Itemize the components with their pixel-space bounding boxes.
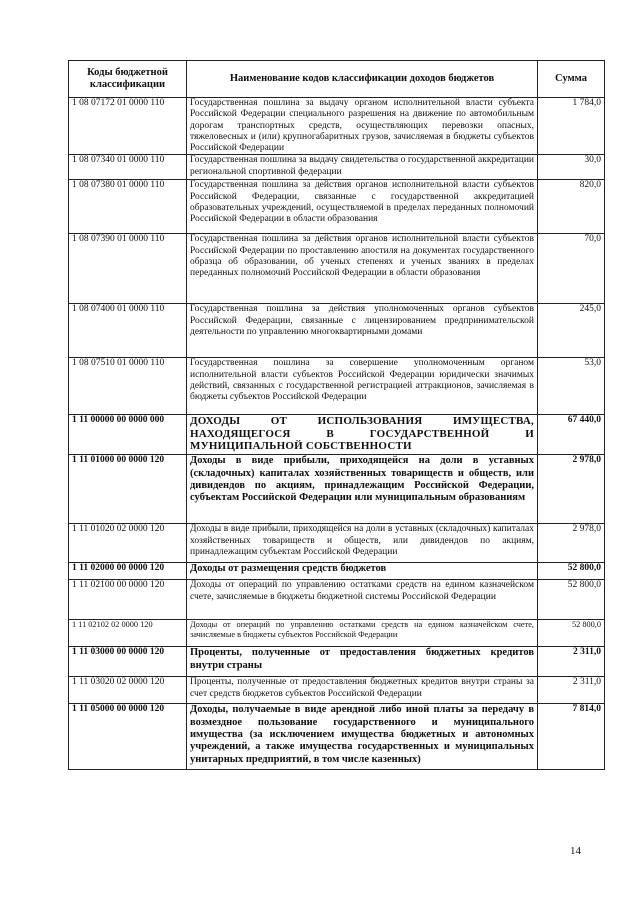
row-code: 1 08 07510 01 0000 110 [69, 358, 187, 415]
row-code: 1 08 07172 01 0000 110 [69, 98, 187, 155]
row-name: Государственная пошлина за совершение уполномоченным органом исполнительной власти субъектов Российской Федерации юридически значимых действий, связанных с государственной регистрацией аттракционов, зачисляемая в бюджеты субъектов Российской Федерации [187, 358, 538, 415]
row-name: Доходы от операций по управлению остатками средств на едином казначейском счете, зачисляемые в бюджеты бюджетной системы Российской Федерации [187, 580, 538, 620]
row-name: Государственная пошлина за действия уполномоченных органов субъектов Российской Федерации, связанные с лицензированием предпринимательской деятельности по управлению многоквартирными домами [187, 304, 538, 358]
row-name: Государственная пошлина за действия органов исполнительной власти субъектов Российской Федерации, связанные с государственной аккредитацией образовательных учреждений, осуществляемой в пределах переданных полномочий Российской Федерации в области образования [187, 180, 538, 234]
table-row [69, 155, 605, 180]
table-body [69, 98, 605, 770]
row-sum: 67 440,0 [538, 415, 605, 455]
row-sum: 52 800,0 [538, 563, 605, 580]
row-sum: 2 311,0 [538, 677, 605, 704]
row-name: Проценты, полученные от предоставления бюджетных кредитов внутри страны [187, 647, 538, 677]
page-number: 14 [570, 845, 581, 857]
row-sum: 1 784,0 [538, 98, 605, 155]
table-row [69, 304, 605, 358]
row-name: Доходы от операций по управлению остатками средств на едином казначейском счете, зачисляемые в бюджеты субъектов Российской Федерации [187, 620, 538, 647]
row-code: 1 08 07400 01 0000 110 [69, 304, 187, 358]
row-code: 1 11 01020 02 0000 120 [69, 524, 187, 563]
table-row [69, 358, 605, 415]
table-row [69, 180, 605, 234]
row-sum: 52 800,0 [538, 620, 605, 647]
row-name: Доходы в виде прибыли, приходящейся на доли в уставных (складочных) капиталах хозяйственных товариществ и обществ, или дивидендов по акциям, принадлежащим Российской Федерации, субъектам Российской Федерации или муниципальным образованиям [187, 455, 538, 524]
budget-revenue-table [68, 60, 605, 770]
row-code: 1 08 07340 01 0000 110 [69, 155, 187, 180]
table-row [69, 415, 605, 455]
row-code: 1 11 02000 00 0000 120 [69, 563, 187, 580]
table-row [69, 563, 605, 580]
table-header [69, 61, 605, 98]
table-row [69, 620, 605, 647]
row-code: 1 11 01000 00 0000 120 [69, 455, 187, 524]
table-row [69, 524, 605, 563]
table-row [69, 580, 605, 620]
row-sum: 7 814,0 [538, 704, 605, 770]
row-sum: 2 978,0 [538, 524, 605, 563]
table-row [69, 455, 605, 524]
table-row [69, 677, 605, 704]
row-name: Государственная пошлина за выдачу свидетельства о государственной аккредитации региональной спортивной федерации [187, 155, 538, 180]
table-row [69, 647, 605, 677]
table-row [69, 234, 605, 304]
row-name: Доходы, получаемые в виде арендной либо иной платы за передачу в возмездное пользование государственного и муниципального имущества (за исключением имущества бюджетных и автономных учреждений, а также имущества государственных и муниципальных унитарных предприятий, в том числе казенных) [187, 704, 538, 770]
row-name: Государственная пошлина за действия органов исполнительной власти субъектов Российской Федерации по проставлению апостиля на документах государственного образца об образовании, об ученых степенях и ученых званиях в пределах переданных полномочий Российской Федерации в области образования [187, 234, 538, 304]
row-name: ДОХОДЫ ОТ ИСПОЛЬЗОВАНИЯ ИМУЩЕСТВА, НАХОДЯЩЕГОСЯ В ГОСУДАРСТВЕННОЙ И МУНИЦИПАЛЬНОЙ СОБСТВЕННОСТИ [187, 415, 538, 455]
row-name: Доходы от размещения средств бюджетов [187, 563, 538, 580]
row-code: 1 11 03020 02 0000 120 [69, 677, 187, 704]
row-sum: 53,0 [538, 358, 605, 415]
row-code: 1 11 03000 00 0000 120 [69, 647, 187, 677]
row-name: Доходы в виде прибыли, приходящейся на доли в уставных (складочных) капиталах хозяйственных товариществ и обществ, или дивидендов по акциям, принадлежащим субъектам Российской Федерации [187, 524, 538, 563]
row-code: 1 11 00000 00 0000 000 [69, 415, 187, 455]
row-name: Государственная пошлина за выдачу органом исполнительной власти субъекта Российской Федерации специального разрешения на движение по автомобильным дорогам транспортных средств, осуществляющих перевозки опасных, тяжеловесных и (или) крупногабаритных грузов, зачисляемая в бюджеты субъектов Российской Федерации [187, 98, 538, 155]
row-sum: 2 978,0 [538, 455, 605, 524]
row-code: 1 11 02102 02 0000 120 [69, 620, 187, 647]
header-code: Коды бюджетной классификации [69, 61, 187, 98]
header-sum: Сумма [538, 61, 605, 98]
row-sum: 2 311,0 [538, 647, 605, 677]
row-code: 1 11 02100 00 0000 120 [69, 580, 187, 620]
row-sum: 30,0 [538, 155, 605, 180]
row-sum: 820,0 [538, 180, 605, 234]
row-sum: 52 800,0 [538, 580, 605, 620]
row-code: 1 08 07390 01 0000 110 [69, 234, 187, 304]
header-name: Наименование кодов классификации доходов бюджетов [187, 61, 538, 98]
row-name: Проценты, полученные от предоставления бюджетных кредитов внутри страны за счет средств бюджетов субъектов Российской Федерации [187, 677, 538, 704]
row-code: 1 11 05000 00 0000 120 [69, 704, 187, 770]
table-row [69, 704, 605, 770]
row-sum: 245,0 [538, 304, 605, 358]
row-code: 1 08 07380 01 0000 110 [69, 180, 187, 234]
table-row [69, 98, 605, 155]
row-sum: 70,0 [538, 234, 605, 304]
